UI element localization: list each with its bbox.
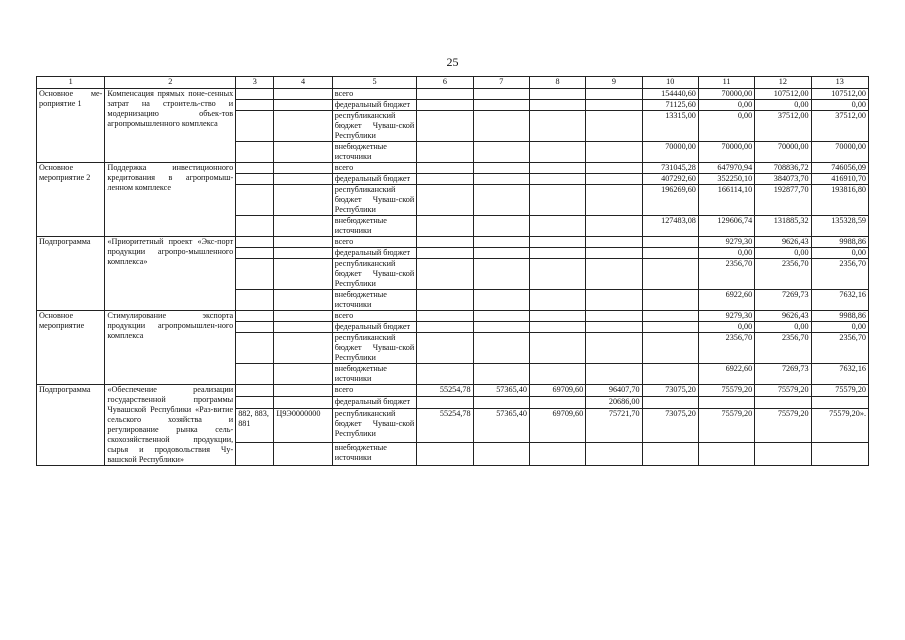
amount-cell [586, 185, 642, 216]
gov-code-cell [236, 397, 274, 409]
target-code-cell [274, 174, 332, 185]
target-code-cell: Ц9Э0000000 [274, 409, 332, 443]
gov-code-cell [236, 322, 274, 333]
target-code-cell [274, 185, 332, 216]
funding-source-cell: федеральный бюджет [332, 397, 417, 409]
amount-cell [586, 322, 642, 333]
amount-cell [529, 237, 585, 248]
amount-cell [811, 442, 868, 465]
amount-cell [473, 290, 529, 311]
amount-cell [586, 311, 642, 322]
column-number: 6 [417, 77, 473, 89]
amount-cell: 384073,70 [755, 174, 811, 185]
column-number: 4 [274, 77, 332, 89]
status-cell: Основное ме-роприятие 1 [37, 89, 105, 163]
amount-cell [529, 397, 585, 409]
amount-cell [586, 290, 642, 311]
amount-cell [529, 111, 585, 142]
amount-cell [473, 248, 529, 259]
funding-source-cell: внебюджетные источники [332, 216, 417, 237]
amount-cell: 37512,00 [811, 111, 868, 142]
amount-cell: 13315,00 [642, 111, 698, 142]
amount-cell [586, 333, 642, 364]
status-cell: Основное мероприятие [37, 311, 105, 385]
amount-cell: 7632,16 [811, 364, 868, 385]
column-number: 7 [473, 77, 529, 89]
amount-cell: 9279,30 [698, 311, 754, 322]
amount-cell [586, 142, 642, 163]
target-code-cell [274, 311, 332, 322]
amount-cell [529, 442, 585, 465]
amount-cell: 0,00 [755, 100, 811, 111]
amount-cell: 96407,70 [586, 385, 642, 397]
amount-cell: 6922,60 [698, 290, 754, 311]
measure-name-cell: «Обеспечение реализации государственной программы Чувашской Республики «Раз-витие сельского хозяйства и регулирование рынка сель-скохозяйственной продукции, сырья и продовольствия Чу-вашской Республики» [105, 385, 236, 466]
amount-cell: 70000,00 [642, 142, 698, 163]
amount-cell [642, 311, 698, 322]
amount-cell [473, 174, 529, 185]
amount-cell: 107512,00 [755, 89, 811, 100]
amount-cell: 135328,59 [811, 216, 868, 237]
table-row [37, 311, 869, 322]
amount-cell: 731045,28 [642, 163, 698, 174]
column-number: 8 [529, 77, 585, 89]
gov-code-cell [236, 442, 274, 465]
gov-code-cell [236, 142, 274, 163]
amount-cell [473, 364, 529, 385]
amount-cell [529, 142, 585, 163]
amount-cell: 7269,73 [755, 290, 811, 311]
target-code-cell [274, 290, 332, 311]
funding-source-cell: республиканский бюджет Чуваш-ской Республики [332, 185, 417, 216]
target-code-cell [274, 259, 332, 290]
amount-cell [473, 442, 529, 465]
column-number: 5 [332, 77, 417, 89]
amount-cell: 166114,10 [698, 185, 754, 216]
amount-cell [473, 142, 529, 163]
column-number: 1 [37, 77, 105, 89]
target-code-cell [274, 385, 332, 397]
amount-cell: 2356,70 [755, 333, 811, 364]
amount-cell: 647970,94 [698, 163, 754, 174]
amount-cell: 192877,70 [755, 185, 811, 216]
amount-cell: 70000,00 [698, 89, 754, 100]
amount-cell [642, 397, 698, 409]
amount-cell [698, 397, 754, 409]
amount-cell [417, 216, 473, 237]
funding-source-cell: всего [332, 385, 417, 397]
amount-cell [529, 364, 585, 385]
table-row [37, 163, 869, 174]
amount-cell [529, 322, 585, 333]
gov-code-cell [236, 216, 274, 237]
amount-cell: 0,00 [698, 100, 754, 111]
amount-cell [642, 333, 698, 364]
gov-code-cell [236, 385, 274, 397]
funding-source-cell: республиканский бюджет Чуваш-ской Республики [332, 111, 417, 142]
amount-cell: 75579,20 [755, 409, 811, 443]
gov-code-cell [236, 163, 274, 174]
amount-cell [417, 163, 473, 174]
amount-cell [586, 364, 642, 385]
column-number: 2 [105, 77, 236, 89]
amount-cell [417, 111, 473, 142]
measure-name-cell: Поддержка инвестиционного кредитования в агропромыш-ленном комплексе [105, 163, 236, 237]
amount-cell: 75579,20 [698, 409, 754, 443]
target-code-cell [274, 216, 332, 237]
amount-cell: 70000,00 [755, 142, 811, 163]
amount-cell: 0,00 [698, 111, 754, 142]
amount-cell: 0,00 [811, 100, 868, 111]
amount-cell: 352250,10 [698, 174, 754, 185]
table-row [37, 237, 869, 248]
amount-cell [417, 259, 473, 290]
budget-table [36, 76, 869, 466]
target-code-cell [274, 142, 332, 163]
funding-source-cell: внебюджетные источники [332, 364, 417, 385]
amount-cell [473, 163, 529, 174]
gov-code-cell [236, 89, 274, 100]
amount-cell [586, 216, 642, 237]
amount-cell: 0,00 [755, 248, 811, 259]
funding-source-cell: федеральный бюджет [332, 322, 417, 333]
amount-cell [417, 142, 473, 163]
gov-code-cell [236, 333, 274, 364]
funding-source-cell: всего [332, 311, 417, 322]
amount-cell: 75579,20 [755, 385, 811, 397]
amount-cell [529, 216, 585, 237]
amount-cell: 37512,00 [755, 111, 811, 142]
amount-cell: 75579,20 [811, 385, 868, 397]
amount-cell: 196269,60 [642, 185, 698, 216]
target-code-cell [274, 248, 332, 259]
amount-cell: 0,00 [755, 322, 811, 333]
amount-cell [529, 100, 585, 111]
status-cell: Основное мероприятие 2 [37, 163, 105, 237]
amount-cell [642, 237, 698, 248]
funding-source-cell: республиканский бюджет Чуваш-ской Республики [332, 333, 417, 364]
amount-cell [529, 185, 585, 216]
amount-cell: 708836,72 [755, 163, 811, 174]
amount-cell [417, 397, 473, 409]
status-cell: Подпрограмма [37, 237, 105, 311]
amount-cell [473, 111, 529, 142]
column-number: 13 [811, 77, 868, 89]
amount-cell: 2356,70 [755, 259, 811, 290]
amount-cell [473, 185, 529, 216]
target-code-cell [274, 237, 332, 248]
amount-cell [417, 100, 473, 111]
amount-cell [642, 259, 698, 290]
amount-cell [529, 259, 585, 290]
amount-cell: 193816,80 [811, 185, 868, 216]
column-number: 10 [642, 77, 698, 89]
amount-cell: 416910,70 [811, 174, 868, 185]
amount-cell: 75579,20». [811, 409, 868, 443]
amount-cell: 2356,70 [698, 259, 754, 290]
amount-cell [529, 248, 585, 259]
amount-cell [586, 163, 642, 174]
target-code-cell [274, 89, 332, 100]
target-code-cell [274, 333, 332, 364]
gov-code-cell [236, 237, 274, 248]
amount-cell: 70000,00 [698, 142, 754, 163]
amount-cell [473, 311, 529, 322]
column-number: 9 [586, 77, 642, 89]
amount-cell [529, 174, 585, 185]
funding-source-cell: федеральный бюджет [332, 174, 417, 185]
amount-cell [755, 442, 811, 465]
gov-code-cell [236, 100, 274, 111]
amount-cell [417, 89, 473, 100]
amount-cell [417, 185, 473, 216]
amount-cell [642, 364, 698, 385]
column-number-row [37, 77, 869, 89]
amount-cell: 2356,70 [811, 333, 868, 364]
amount-cell: 69709,60 [529, 385, 585, 397]
amount-cell [529, 163, 585, 174]
measure-name-cell: Стимулирование экспорта продукции агропромышлен-ного комплекса [105, 311, 236, 385]
amount-cell: 154440,60 [642, 89, 698, 100]
amount-cell [417, 442, 473, 465]
amount-cell: 73075,20 [642, 385, 698, 397]
amount-cell [417, 248, 473, 259]
amount-cell: 57365,40 [473, 385, 529, 397]
gov-code-cell [236, 185, 274, 216]
funding-source-cell: внебюджетные источники [332, 142, 417, 163]
amount-cell [473, 100, 529, 111]
status-cell: Подпрограмма [37, 385, 105, 466]
amount-cell: 407292,60 [642, 174, 698, 185]
funding-source-cell: внебюджетные источники [332, 290, 417, 311]
amount-cell [417, 311, 473, 322]
gov-code-cell [236, 174, 274, 185]
gov-code-cell [236, 364, 274, 385]
amount-cell: 6922,60 [698, 364, 754, 385]
amount-cell [586, 259, 642, 290]
amount-cell [417, 364, 473, 385]
amount-cell: 9626,43 [755, 237, 811, 248]
amount-cell: 57365,40 [473, 409, 529, 443]
amount-cell [529, 311, 585, 322]
amount-cell [529, 89, 585, 100]
amount-cell [473, 89, 529, 100]
amount-cell [473, 333, 529, 364]
column-number: 11 [698, 77, 754, 89]
gov-code-cell: 882, 883, 881 [236, 409, 274, 443]
funding-source-cell: всего [332, 237, 417, 248]
amount-cell [529, 290, 585, 311]
amount-cell [586, 174, 642, 185]
amount-cell [755, 397, 811, 409]
amount-cell [642, 248, 698, 259]
amount-cell: 75579,20 [698, 385, 754, 397]
amount-cell [586, 89, 642, 100]
amount-cell [811, 397, 868, 409]
amount-cell [417, 333, 473, 364]
funding-source-cell: всего [332, 163, 417, 174]
target-code-cell [274, 442, 332, 465]
amount-cell: 9626,43 [755, 311, 811, 322]
amount-cell [642, 290, 698, 311]
amount-cell [417, 290, 473, 311]
amount-cell: 2356,70 [698, 333, 754, 364]
funding-source-cell: республиканский бюджет Чуваш-ской Республики [332, 409, 417, 443]
amount-cell: 9988,86 [811, 237, 868, 248]
target-code-cell [274, 100, 332, 111]
amount-cell [473, 216, 529, 237]
amount-cell: 127483,08 [642, 216, 698, 237]
column-number: 12 [755, 77, 811, 89]
amount-cell: 0,00 [698, 322, 754, 333]
funding-source-cell: внебюджетные источники [332, 442, 417, 465]
amount-cell: 70000,00 [811, 142, 868, 163]
page-number: 25 [446, 55, 459, 69]
gov-code-cell [236, 259, 274, 290]
gov-code-cell [236, 248, 274, 259]
amount-cell: 2356,70 [811, 259, 868, 290]
amount-cell [642, 322, 698, 333]
amount-cell [473, 397, 529, 409]
amount-cell [473, 322, 529, 333]
amount-cell [642, 442, 698, 465]
amount-cell [473, 237, 529, 248]
amount-cell: 20686,00 [586, 397, 642, 409]
amount-cell [586, 248, 642, 259]
amount-cell: 9988,86 [811, 311, 868, 322]
amount-cell [586, 100, 642, 111]
table-row [37, 385, 869, 397]
target-code-cell [274, 163, 332, 174]
amount-cell [529, 333, 585, 364]
measure-name-cell: «Приоритетный проект «Экс-порт продукции агропро-мышленного комплекса» [105, 237, 236, 311]
measure-name-cell: Компенсация прямых поне-сенных затрат на строитель-ство и модернизацию объек-тов агропромышленного комплекса [105, 89, 236, 163]
amount-cell [417, 237, 473, 248]
amount-cell: 71125,60 [642, 100, 698, 111]
amount-cell: 0,00 [811, 248, 868, 259]
amount-cell: 73075,20 [642, 409, 698, 443]
column-number: 3 [236, 77, 274, 89]
funding-source-cell: федеральный бюджет [332, 248, 417, 259]
target-code-cell [274, 111, 332, 142]
amount-cell [586, 111, 642, 142]
amount-cell [473, 259, 529, 290]
amount-cell: 9279,30 [698, 237, 754, 248]
amount-cell: 7269,73 [755, 364, 811, 385]
amount-cell: 131885,32 [755, 216, 811, 237]
amount-cell: 75721,70 [586, 409, 642, 443]
target-code-cell [274, 364, 332, 385]
amount-cell: 55254,78 [417, 409, 473, 443]
amount-cell [586, 442, 642, 465]
amount-cell: 0,00 [698, 248, 754, 259]
amount-cell: 7632,16 [811, 290, 868, 311]
gov-code-cell [236, 290, 274, 311]
target-code-cell [274, 322, 332, 333]
gov-code-cell [236, 311, 274, 322]
amount-cell [698, 442, 754, 465]
table-row [37, 89, 869, 100]
amount-cell [586, 237, 642, 248]
gov-code-cell [236, 111, 274, 142]
funding-source-cell: всего [332, 89, 417, 100]
funding-source-cell: республиканский бюджет Чуваш-ской Республики [332, 259, 417, 290]
amount-cell [417, 174, 473, 185]
target-code-cell [274, 397, 332, 409]
amount-cell: 69709,60 [529, 409, 585, 443]
funding-source-cell: федеральный бюджет [332, 100, 417, 111]
amount-cell [417, 322, 473, 333]
amount-cell: 0,00 [811, 322, 868, 333]
amount-cell: 746056,09 [811, 163, 868, 174]
amount-cell: 129606,74 [698, 216, 754, 237]
amount-cell: 107512,00 [811, 89, 868, 100]
amount-cell: 55254,78 [417, 385, 473, 397]
